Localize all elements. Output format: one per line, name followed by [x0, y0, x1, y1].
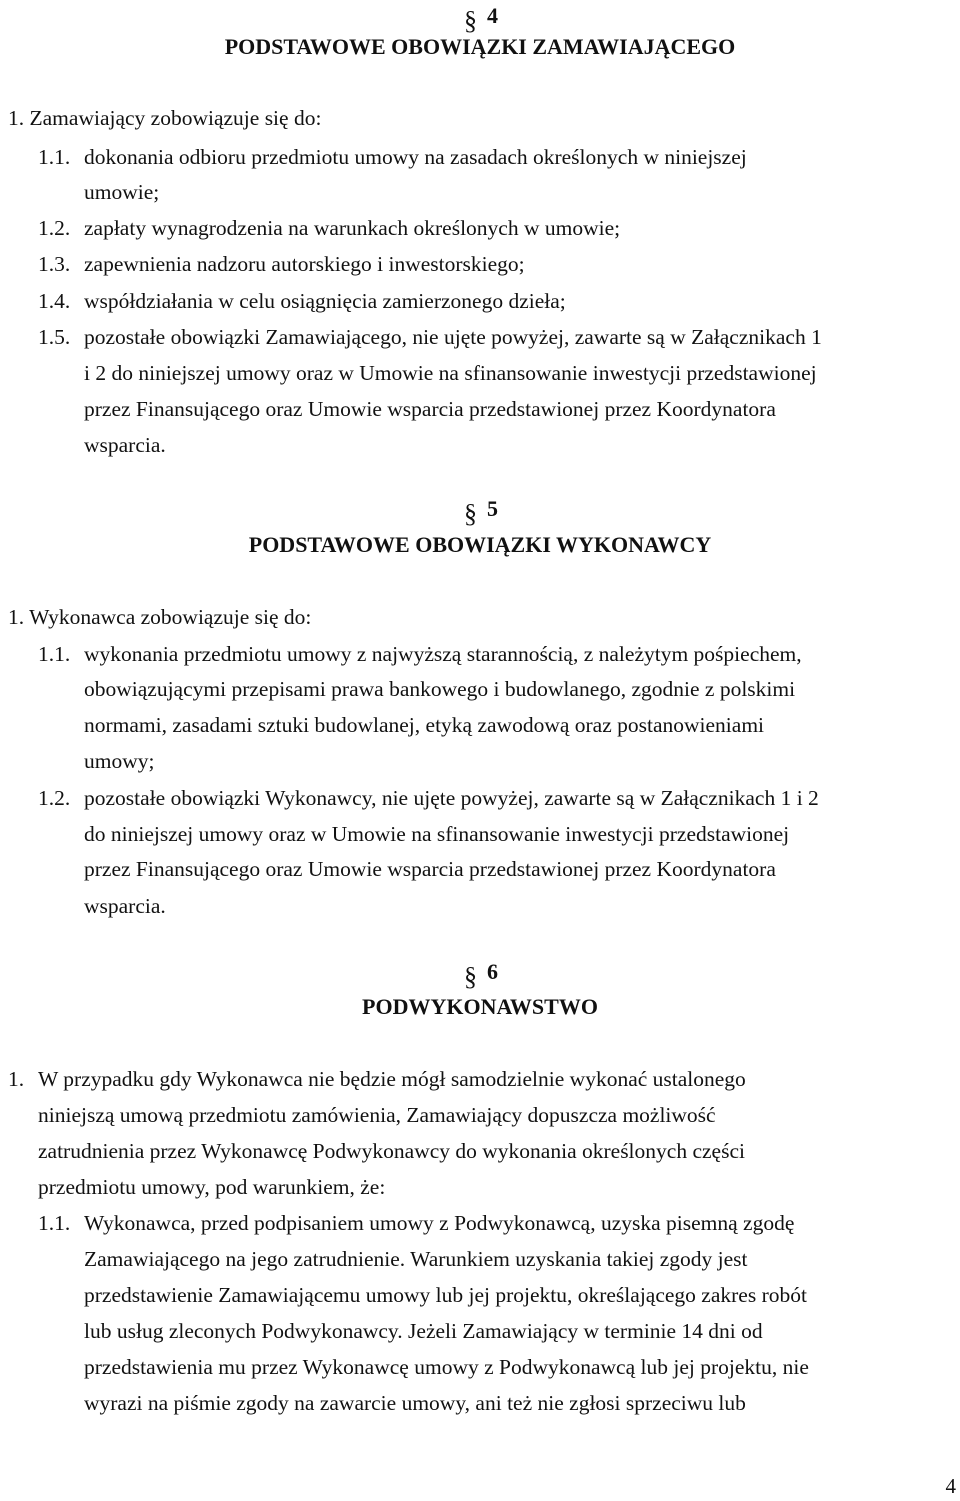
page-number: 4 — [945, 1474, 956, 1498]
list-item-text: wsparcia. — [84, 433, 166, 457]
list-item-text: normami, zasadami sztuki budowlanej, etyką zawodową oraz postanowieniami — [84, 713, 765, 737]
list-item-number: 1.1. — [38, 145, 71, 169]
list-item-text: przez Finansującego oraz Umowie wsparcia przedstawionej przez Koordynatora — [84, 857, 776, 881]
list-item-text: przez Finansującego oraz Umowie wsparcia przedstawionej przez Koordynatora — [84, 397, 776, 421]
section-6-intro-text: zatrudnienia przez Wykonawcę Podwykonawcy do wykonania określonych części — [38, 1139, 745, 1163]
list-item-number: 1.2. — [38, 786, 71, 810]
list-item-number: 1.1. — [38, 642, 71, 666]
list-item-text: i 2 do niniejszej umowy oraz w Umowie na sfinansowanie inwestycji przedstawionej — [84, 361, 817, 385]
list-item-number: 1.4. — [38, 289, 71, 313]
list-item-text: umowy; — [84, 749, 155, 773]
list-item-text: do niniejszej umowy oraz w Umowie na sfinansowanie inwestycji przedstawionej — [84, 822, 790, 846]
list-item-text: przedstawienia mu przez Wykonawcę umowy z Podwykonawcą lub jej projektu, nie — [84, 1355, 809, 1379]
section-6-number: § 6 — [464, 959, 498, 991]
section-5-title: PODSTAWOWE OBOWIĄZKI WYKONAWCY — [248, 532, 712, 557]
list-item-text: zapewnienia nadzoru autorskiego i inwestorskiego; — [84, 252, 525, 276]
list-item-text: przedstawienie Zamawiającemu umowy lub jej projektu, określającego zakres robót — [84, 1283, 807, 1307]
list-item-text: lub usług zleconych Podwykonawcy. Jeżeli Zamawiający w terminie 14 dni od — [84, 1319, 763, 1343]
list-item-number: 1.3. — [38, 252, 71, 276]
section-5-number: § 5 — [464, 496, 498, 528]
list-item-text: współdziałania w celu osiągnięcia zamierzonego dzieła; — [84, 289, 566, 313]
section-6-intro-text: niniejszą umową przedmiotu zamówienia, Zamawiający dopuszcza możliwość — [38, 1103, 716, 1127]
list-item-text: pozostałe obowiązki Wykonawcy, nie ujęte powyżej, zawarte są w Załącznikach 1 i 2 — [84, 786, 819, 810]
list-item-number: 1.2. — [38, 216, 71, 240]
list-item-number: 1. — [8, 1067, 25, 1091]
list-item-number: 1.5. — [38, 325, 71, 349]
section-6-intro-text: W przypadku gdy Wykonawca nie będzie mógł samodzielnie wykonać ustalonego — [38, 1067, 746, 1091]
list-item-text: pozostałe obowiązki Zamawiającego, nie ujęte powyżej, zawarte są w Załącznikach 1 — [84, 325, 822, 349]
list-item-text: zapłaty wynagrodzenia na warunkach określonych w umowie; — [84, 216, 621, 240]
section-6-title: PODWYKONAWSTWO — [362, 994, 598, 1019]
list-item-text: wsparcia. — [84, 894, 166, 918]
section-5-intro: 1. Wykonawca zobowiązuje się do: — [8, 605, 312, 629]
list-item-text: wykonania przedmiotu umowy z najwyższą starannością, z należytym pośpiechem, — [84, 642, 802, 666]
section-4-intro: 1. Zamawiający zobowiązuje się do: — [8, 106, 322, 130]
section-4-title: PODSTAWOWE OBOWIĄZKI ZAMAWIAJĄCEGO — [224, 34, 736, 59]
list-item-text: wyrazi na piśmie zgody na zawarcie umowy, ani też nie zgłosi sprzeciwu lub — [84, 1391, 746, 1415]
list-item-text: obowiązującymi przepisami prawa bankowego i budowlanego, zgodnie z polskimi — [84, 677, 796, 701]
list-item-text: dokonania odbioru przedmiotu umowy na zasadach określonych w niniejszej — [84, 145, 747, 169]
list-item-number: 1.1. — [38, 1211, 71, 1235]
list-item-text: Wykonawca, przed podpisaniem umowy z Podwykonawcą, uzyska pisemną zgodę — [84, 1211, 795, 1235]
section-4-number: § 4 — [464, 3, 498, 35]
section-6-intro-text: przedmiotu umowy, pod warunkiem, że: — [38, 1175, 386, 1199]
list-item-text: umowie; — [84, 180, 160, 204]
list-item-text: Zamawiającego na jego zatrudnienie. Warunkiem uzyskania takiej zgody jest — [84, 1247, 748, 1271]
